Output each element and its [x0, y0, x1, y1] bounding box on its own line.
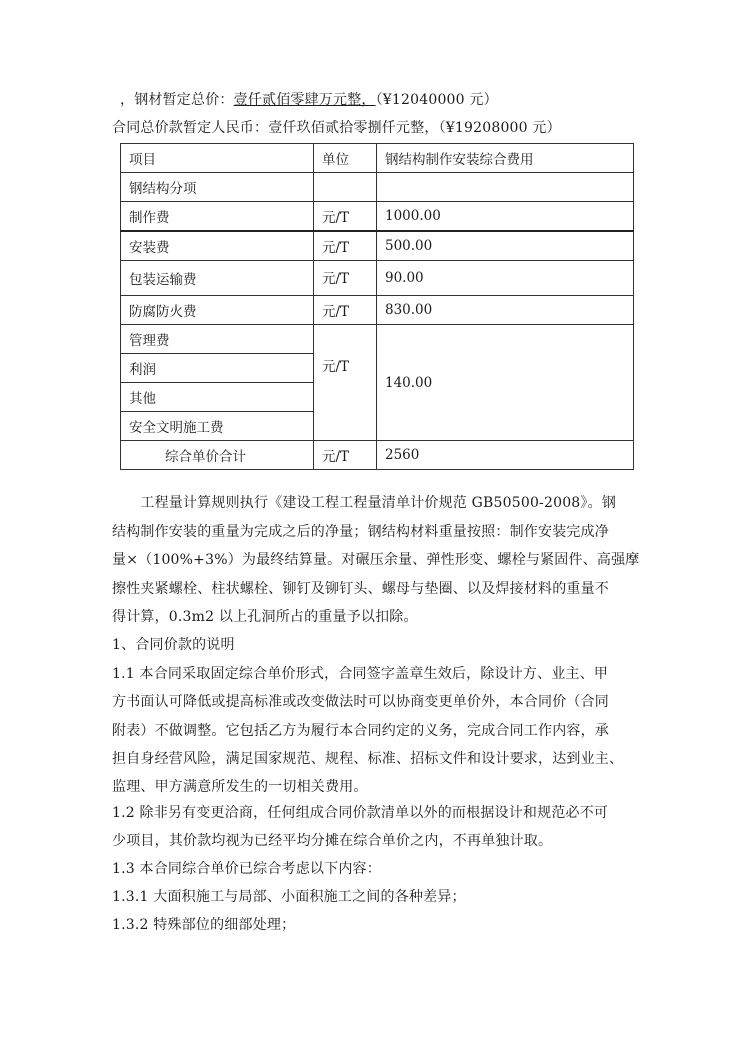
body-line: 量×（100%+3%）为最终结算量。对碾压余量、弹性形变、螺栓与紧固件、高强摩 [112, 552, 640, 568]
steel-price-line [120, 91, 498, 109]
row-unit: 元/T [314, 202, 377, 232]
body-line: 担自身经营风险，满足国家规范、规程、标准、招标文件和设计要求，达到业主、 [112, 751, 624, 767]
row-item: 包装运输费 [121, 261, 314, 296]
cost-table [120, 143, 634, 470]
body-line: 1、合同价款的说明 [112, 637, 235, 653]
table-row [121, 296, 634, 325]
table-total-row [121, 441, 634, 470]
merged-cost: 140.00 [377, 325, 634, 441]
table-row [121, 325, 634, 354]
row-cost [377, 173, 634, 202]
body-line: 擦性夹紧螺栓、柱状螺栓、铆钉及铆钉头、螺母与垫圈、以及焊接材料的重量不 [112, 581, 609, 597]
header-item: 项目 [121, 144, 314, 173]
row-item: 其他 [121, 383, 314, 412]
steel-price-words: 壹仟贰佰零肆万元整， [233, 92, 376, 108]
body-line: 附表）不做调整。它包括乙方为履行本合同约定的义务，完成合同工作内容，承 [112, 723, 609, 739]
steel-price-amount: （¥12040000 元） [375, 92, 498, 108]
header-cost: 钢结构制作安装综合费用 [377, 144, 634, 173]
row-item: 防腐防火费 [121, 296, 314, 325]
body-line: 方书面认可降低或提高标准或改变做法时可以协商变更单价外，本合同价（合同 [112, 694, 609, 710]
body-line: 监理、甲方满意所发生的一切相关费用。 [112, 779, 368, 795]
total-cost: 2560 [377, 441, 634, 470]
header-unit: 单位 [314, 144, 377, 173]
total-item: 综合单价合计 [121, 441, 314, 470]
table-row [121, 231, 634, 261]
total-unit: 元/T [314, 441, 377, 470]
table-row [121, 202, 634, 232]
table-header-row [121, 144, 634, 173]
row-cost: 830.00 [377, 296, 634, 325]
row-unit [314, 173, 377, 202]
row-item: 钢结构分项 [121, 173, 314, 202]
body-line: 少项目，其价款均视为已经平均分摊在综合单价之内，不再单独计取。 [112, 833, 553, 849]
row-cost: 500.00 [377, 231, 634, 261]
row-unit: 元/T [314, 261, 377, 296]
row-item: 利润 [121, 354, 314, 383]
contract-total-line: 合同总价款暂定人民币：壹仟玖佰贰拾零捌仟元整，（¥19208000 元） [112, 120, 561, 136]
body-line: 得计算，0.3m2 以上孔洞所占的重量予以扣除。 [112, 609, 418, 625]
row-item: 安装费 [121, 231, 314, 261]
row-unit: 元/T [314, 231, 377, 261]
row-cost: 90.00 [377, 261, 634, 296]
table-row [121, 261, 634, 296]
merged-unit: 元/T [314, 325, 377, 441]
body-line: 1.3.1 大面积施工与局部、小面积施工之间的各种差异； [112, 889, 466, 905]
table-row [121, 173, 634, 202]
body-line: 结构制作安装的重量为完成之后的净量；钢结构材料重量按照：制作安装完成净 [112, 524, 609, 540]
row-item: 制作费 [121, 202, 314, 232]
body-line: 1.2 除非另有变更洽商，任何组成合同价款清单以外的而根据设计和规范必不可 [112, 805, 609, 821]
body-line: 1.3 本合同综合单价已综合考虑以下内容： [112, 861, 381, 877]
body-line: 工程量计算规则执行《建设工程工程量清单计价规范 GB50500-2008》。钢 [112, 495, 617, 511]
row-item: 安全文明施工费 [121, 412, 314, 441]
body-line: 1.3.2 特殊部位的细部处理； [112, 917, 296, 933]
steel-price-prefix: ，钢材暂定总价： [120, 92, 234, 108]
row-item: 管理费 [121, 325, 314, 354]
body-line: 1.1 本合同采取固定综合单价形式，合同签字盖章生效后，除设计方、业主、甲 [112, 666, 609, 682]
row-cost: 1000.00 [377, 202, 634, 232]
row-unit: 元/T [314, 296, 377, 325]
